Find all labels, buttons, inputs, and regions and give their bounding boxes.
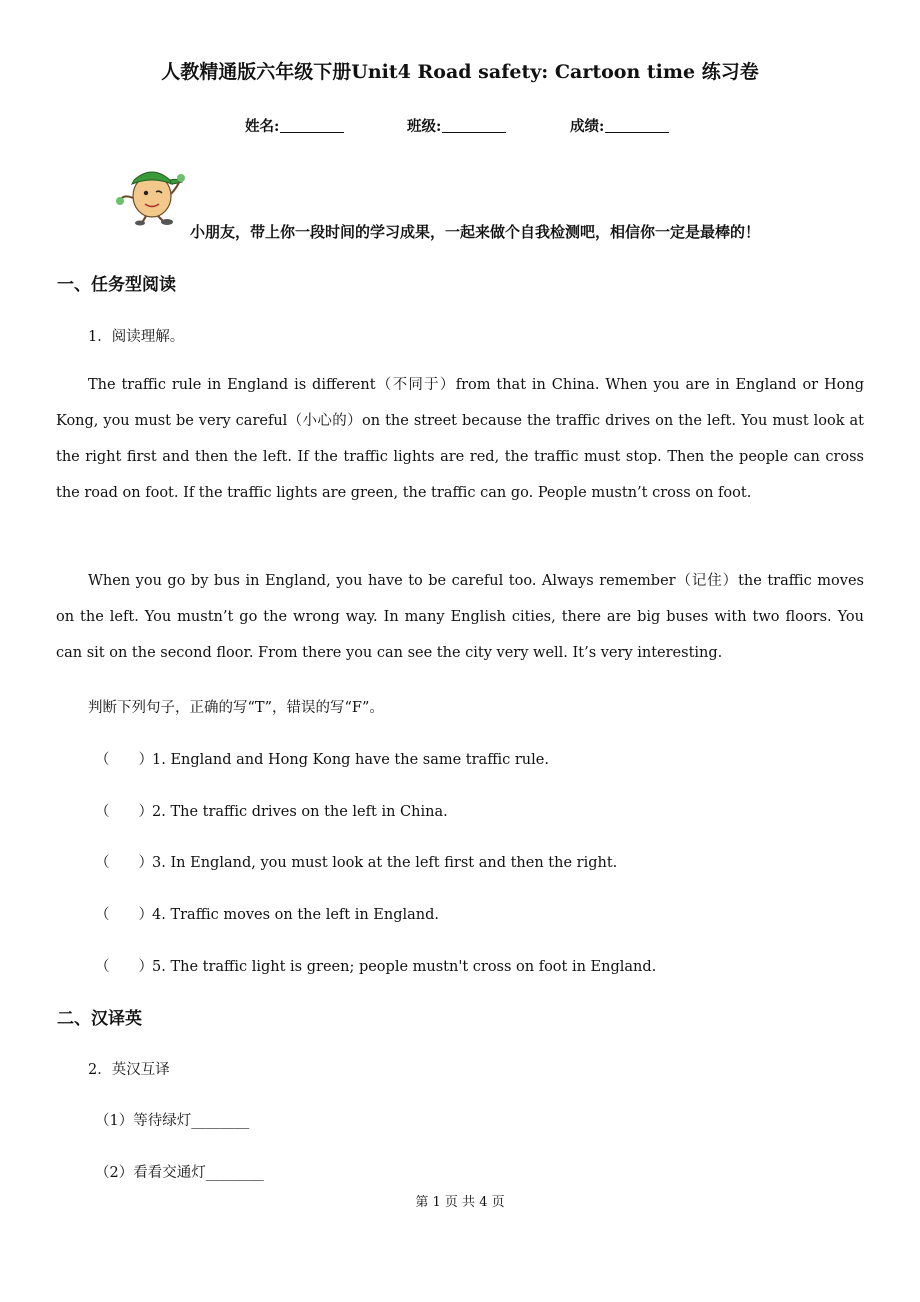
tf-item-text: 5. The traffic light is green; people mustn't cross on foot in England.	[152, 959, 657, 975]
class-blank[interactable]	[442, 118, 506, 133]
answer-blank[interactable]: （ ）	[95, 804, 153, 820]
tf-item	[95, 800, 448, 821]
tf-item-text: 4. Traffic moves on the left in England.	[152, 907, 440, 923]
name-blank[interactable]	[280, 118, 344, 133]
translation-item[interactable]: （2）看看交通灯________	[95, 1165, 264, 1181]
page-footer: 第 1 页 共 4 页	[415, 1195, 505, 1210]
tf-instruction: 判断下列句子，正确的写“T”，错误的写“F”。	[88, 700, 384, 716]
answer-blank[interactable]: （ ）	[95, 855, 153, 871]
class-label: 班级:	[407, 118, 442, 135]
answer-blank[interactable]: （ ）	[95, 959, 153, 975]
mascot-illustration	[112, 160, 192, 226]
question1-label: 1．阅读理解。	[88, 329, 185, 345]
name-field	[245, 115, 344, 136]
answer-blank[interactable]: （ ）	[95, 907, 153, 923]
class-field	[407, 115, 506, 136]
score-blank[interactable]	[605, 118, 669, 133]
answer-blank[interactable]: （ ）	[95, 752, 153, 768]
tf-item-text: 1. England and Hong Kong have the same traffic rule.	[152, 752, 549, 768]
passage-paragraph-2: When you go by bus in England, you have to be careful too. Always remember（记住）the traffic moves on the left. You mustn’t go the wrong way. In many English cities, there are big buses with two floors. You can sit on the second floor. From there you can see the city very well. It’s very interesting.	[56, 573, 864, 661]
tf-item-text: 2. The traffic drives on the left in China.	[152, 804, 448, 820]
score-label: 成绩:	[570, 118, 605, 135]
encouragement-text: 小朋友，带上你一段时间的学习成果，一起来做个自我检测吧，相信你一定是最棒的！	[190, 223, 761, 241]
passage-paragraph-1: The traffic rule in England is different（不同于）from that in China. When you are in England or Hong Kong, you must be very careful（小心的）on the street because the traffic drives on the left. You must look at the right first and then the left. If the traffic lights are red, the traffic must stop. Then the people can cross the road on foot. If the traffic lights are green, the traffic can go. People mustn’t cross on foot.	[56, 377, 864, 501]
score-field	[570, 115, 669, 136]
section1-heading: 一、任务型阅读	[57, 275, 176, 295]
tf-item	[95, 851, 617, 872]
page-title: 人教精通版六年级下册Unit4 Road safety: Cartoon time 练习卷	[161, 61, 759, 83]
name-label: 姓名:	[245, 118, 280, 135]
tf-item	[95, 955, 656, 976]
tf-item	[95, 903, 439, 924]
section2-heading: 二、汉译英	[57, 1009, 142, 1029]
translation-item[interactable]: （1）等待绿灯________	[95, 1113, 250, 1129]
tf-item	[95, 748, 549, 769]
question2-label: 2．英汉互译	[88, 1062, 170, 1078]
tf-item-text: 3. In England, you must look at the left first and then the right.	[152, 855, 618, 871]
